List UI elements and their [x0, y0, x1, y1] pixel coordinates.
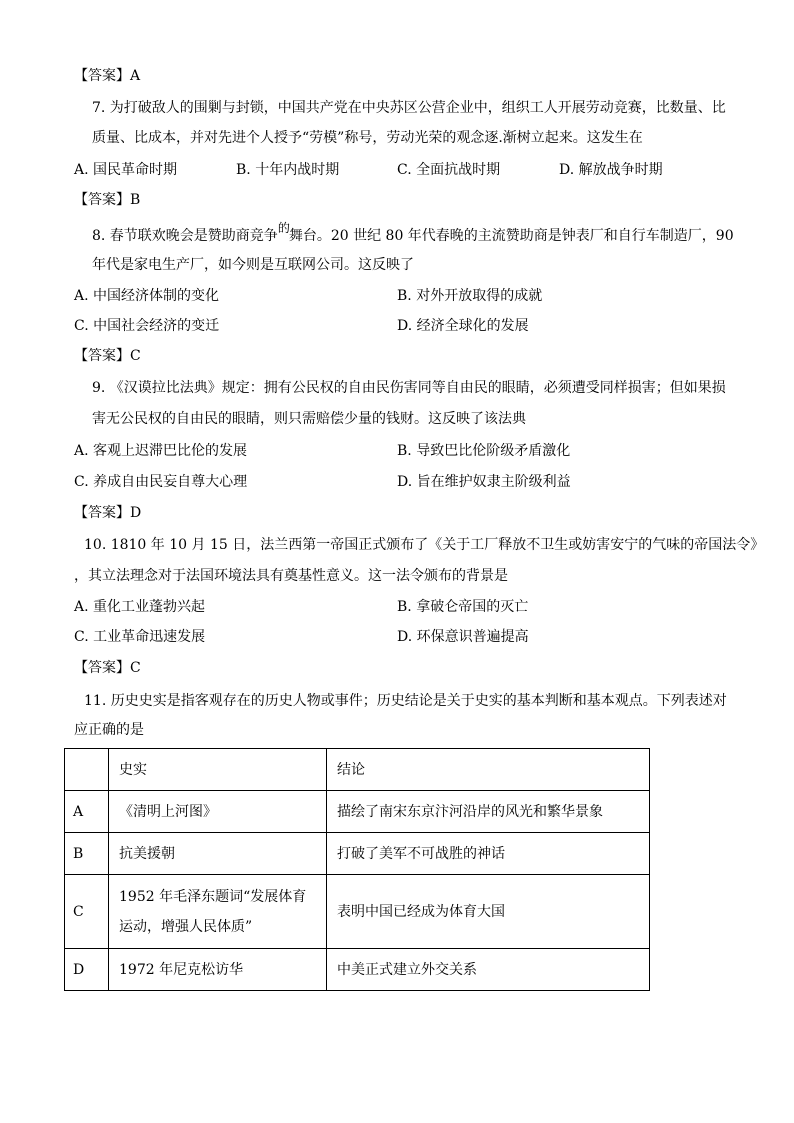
q8-stem-line-2: 年代是家电生产厂，如今则是互联网公司。这反映了 — [92, 257, 414, 273]
row-label: B — [65, 833, 109, 875]
answer-q10: 【答案】C — [74, 660, 141, 676]
row-fact: 《清明上河图》 — [109, 791, 327, 833]
q8-option-d: D. 经济全球化的发展 — [397, 318, 529, 334]
q7-option-b: B. 十年内战时期 — [236, 162, 340, 178]
q8-stem-part-b: 舞台。20 世纪 80 年代春晚的主流赞助商是钟表厂和自行车制造厂，90 — [288, 228, 734, 244]
row-conclusion: 打破了美军不可战胜的神话 — [327, 833, 650, 875]
table-header-fact: 史实 — [109, 749, 327, 791]
row-conclusion: 中美正式建立外交关系 — [327, 949, 650, 991]
q10-option-a: A. 重化工业蓬勃兴起 — [74, 599, 206, 615]
q8-option-c: C. 中国社会经济的变迁 — [74, 318, 220, 334]
q10-option-c: C. 工业革命迅速发展 — [74, 629, 206, 645]
row-conclusion: 描绘了南宋东京汴河沿岸的风光和繁华景象 — [327, 791, 650, 833]
q8-option-b: B. 对外开放取得的成就 — [397, 288, 543, 304]
q8-stem-line-1 — [92, 221, 734, 246]
q7-stem-line-1: 7. 为打破敌人的围剿与封锁，中国共产党在中央苏区公营企业中，组织工人开展劳动竞赛，比数量、比 — [92, 100, 726, 116]
row-label: A — [65, 791, 109, 833]
table-row — [65, 791, 650, 833]
table-header-conclusion: 结论 — [327, 749, 650, 791]
q7-option-c: C. 全面抗战时期 — [397, 162, 501, 178]
q9-option-a: A. 客观上迟滞巴比伦的发展 — [74, 443, 248, 459]
q10-stem-line-2: ，其立法理念对于法国环境法具有奠基性意义。这一法令颁布的背景是 — [74, 568, 508, 584]
table-row — [65, 949, 650, 991]
row-fact: 1972 年尼克松访华 — [109, 949, 327, 991]
row-fact: 抗美援朝 — [109, 833, 327, 875]
q9-option-d: D. 旨在维护奴隶主阶级利益 — [397, 474, 571, 490]
table-row — [65, 875, 650, 949]
table-header-row — [65, 749, 650, 791]
answer-q8: 【答案】C — [74, 348, 141, 364]
row-label: D — [65, 949, 109, 991]
q10-stem-line-1: 10. 1810 年 10 月 15 日，法兰西第一帝国正式颁布了《关于工厂释放不卫生或妨害安宁的气味的帝国法令》 — [84, 537, 765, 553]
q8-stem-part-a: 8. 春节联欢晚会是赞助商竞争 — [92, 228, 278, 244]
q7-option-a: A. 国民革命时期 — [74, 162, 178, 178]
q7-option-d: D. 解放战争时期 — [559, 162, 663, 178]
q9-stem-line-1: 9. 《汉谟拉比法典》规定：拥有公民权的自由民伤害同等自由民的眼睛，必须遭受同样损害；但如果损 — [92, 380, 726, 396]
answer-q7: 【答案】B — [74, 192, 141, 208]
row-label: C — [65, 875, 109, 949]
q11-stem-line-1: 11. 历史史实是指客观存在的历史人物或事件；历史结论是关于史实的基本判断和基本观点。下列表述对 — [84, 693, 727, 709]
table-header-corner — [65, 749, 109, 791]
row-conclusion: 表明中国已经成为体育大国 — [327, 875, 650, 949]
q9-option-c: C. 养成自由民妄自尊大心理 — [74, 474, 248, 490]
q10-option-b: B. 拿破仑帝国的灭亡 — [397, 599, 529, 615]
q11-stem-line-2: 应正确的是 — [74, 722, 144, 738]
q9-stem-line-2: 害无公民权的自由民的眼睛，则只需赔偿少量的钱财。这反映了该法典 — [92, 411, 526, 427]
answer-q9: 【答案】D — [74, 505, 142, 521]
q11-table — [64, 748, 650, 991]
row-fact: 1952 年毛泽东题词“发展体育运动，增强人民体质” — [109, 875, 327, 949]
q7-stem-line-2: 质量、比成本，并对先进个人授予“劳模”称号，劳动光荣的观念逐.渐树立起来。这发生在 — [92, 130, 643, 146]
q10-option-d: D. 环保意识普遍提高 — [397, 629, 529, 645]
answer-q6: 【答案】A — [74, 68, 141, 84]
q8-option-a: A. 中国经济体制的变化 — [74, 288, 220, 304]
q9-option-b: B. 导致巴比伦阶级矛盾激化 — [397, 443, 571, 459]
q8-stem-superscript: 的 — [277, 221, 289, 235]
table-row — [65, 833, 650, 875]
